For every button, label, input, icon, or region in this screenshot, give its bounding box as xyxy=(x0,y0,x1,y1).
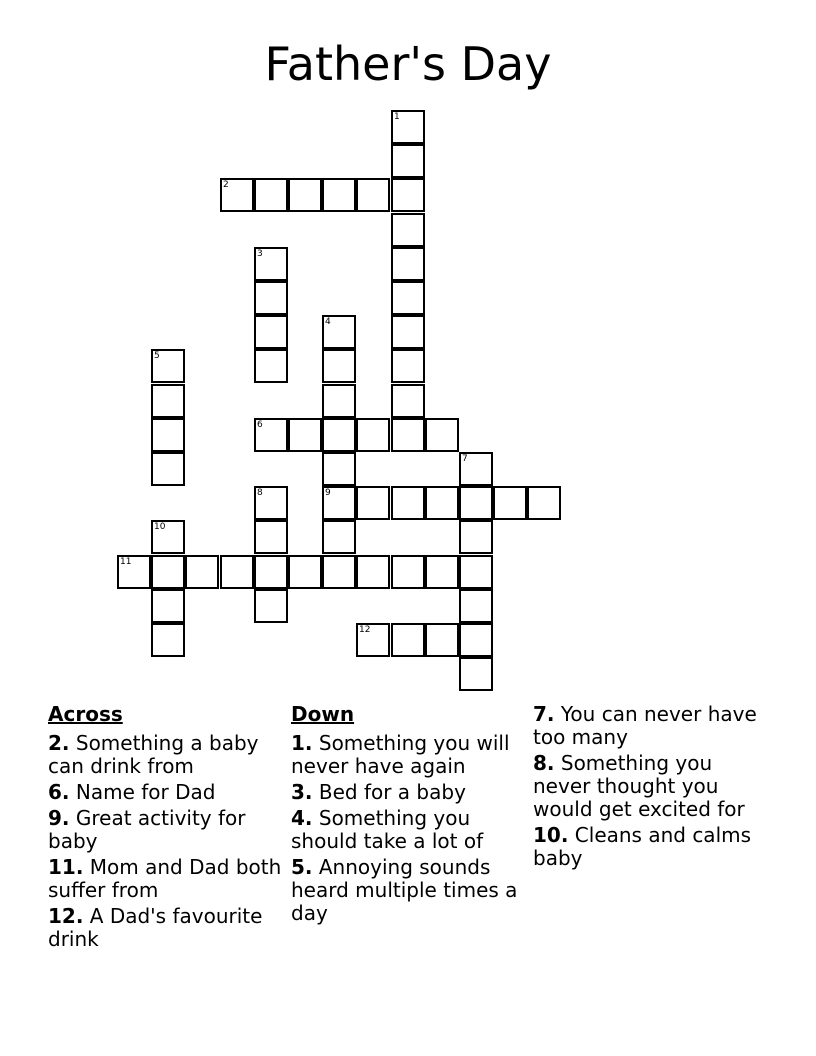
down-clues xyxy=(291,703,526,928)
crossword-cell[interactable] xyxy=(356,486,390,520)
crossword-cell[interactable] xyxy=(356,555,390,589)
cell-number: 6 xyxy=(257,420,263,430)
crossword-cell[interactable] xyxy=(254,247,288,281)
crossword-cell[interactable] xyxy=(391,555,425,589)
down-clue: 3. Bed for a baby xyxy=(291,780,466,804)
across-clue: 6. Name for Dad xyxy=(48,780,216,804)
cell-number: 4 xyxy=(325,317,331,327)
down-clue: 5. Annoying sounds heard multiple times a day xyxy=(291,855,518,925)
crossword-cell[interactable] xyxy=(425,486,459,520)
crossword-cell[interactable] xyxy=(254,178,288,212)
crossword-cell[interactable] xyxy=(356,178,390,212)
across-clue: 2. Something a baby can drink from xyxy=(48,731,259,778)
crossword-cell[interactable] xyxy=(459,486,493,520)
crossword-cell[interactable] xyxy=(322,418,356,452)
crossword-cell[interactable] xyxy=(459,623,493,657)
crossword-cell[interactable] xyxy=(220,178,254,212)
crossword-cell[interactable] xyxy=(391,315,425,349)
crossword-cell[interactable] xyxy=(288,418,322,452)
crossword-cell[interactable] xyxy=(322,452,356,486)
crossword-cell[interactable] xyxy=(391,486,425,520)
down-heading: Down xyxy=(291,702,355,726)
crossword-cell[interactable] xyxy=(322,178,356,212)
crossword-cell[interactable] xyxy=(459,589,493,623)
crossword-cell[interactable] xyxy=(185,555,219,589)
cell-number: 2 xyxy=(223,180,229,190)
crossword-cell[interactable] xyxy=(254,520,288,554)
crossword-cell[interactable] xyxy=(425,418,459,452)
crossword-cell[interactable] xyxy=(527,486,561,520)
across-clue: 9. Great activity for baby xyxy=(48,806,246,853)
crossword-cell[interactable] xyxy=(356,418,390,452)
cell-number: 8 xyxy=(257,488,263,498)
down-clue: 4. Something you should take a lot of xyxy=(291,806,484,853)
crossword-cell[interactable] xyxy=(254,315,288,349)
crossword-cell[interactable] xyxy=(322,315,356,349)
crossword-cell[interactable] xyxy=(254,418,288,452)
crossword-cell[interactable] xyxy=(254,349,288,383)
crossword-cell[interactable] xyxy=(151,384,185,418)
cell-number: 1 xyxy=(394,112,400,122)
crossword-cell[interactable] xyxy=(151,589,185,623)
down-clue: 8. Something you never thought you would get excited for xyxy=(533,751,745,821)
cell-number: 12 xyxy=(359,625,371,635)
crossword-cell[interactable] xyxy=(220,555,254,589)
crossword-cell[interactable] xyxy=(322,349,356,383)
crossword-cell[interactable] xyxy=(117,555,151,589)
crossword-cell[interactable] xyxy=(254,555,288,589)
crossword-cell[interactable] xyxy=(322,555,356,589)
down-clue: 1. Something you will never have again xyxy=(291,731,510,778)
down-clue: 10. Cleans and calms baby xyxy=(533,823,752,870)
crossword-cell[interactable] xyxy=(391,418,425,452)
crossword-cell[interactable] xyxy=(151,520,185,554)
cell-number: 7 xyxy=(462,454,468,464)
crossword-cell[interactable] xyxy=(391,213,425,247)
crossword-cell[interactable] xyxy=(459,452,493,486)
crossword-cell[interactable] xyxy=(322,486,356,520)
crossword-cell[interactable] xyxy=(493,486,527,520)
cell-number: 10 xyxy=(154,522,166,532)
crossword-cell[interactable] xyxy=(288,555,322,589)
puzzle-title: Father's Day xyxy=(264,37,552,91)
down-clues-continued xyxy=(533,703,773,873)
crossword-cell[interactable] xyxy=(459,657,493,691)
crossword-cell[interactable] xyxy=(254,589,288,623)
crossword-cell[interactable] xyxy=(391,144,425,178)
crossword-cell[interactable] xyxy=(151,349,185,383)
crossword-cell[interactable] xyxy=(322,384,356,418)
cell-number: 3 xyxy=(257,249,263,259)
crossword-cell[interactable] xyxy=(254,281,288,315)
crossword-cell[interactable] xyxy=(151,452,185,486)
across-clue: 11. Mom and Dad both suffer from xyxy=(48,855,282,902)
crossword-cell[interactable] xyxy=(151,623,185,657)
crossword-cell[interactable] xyxy=(391,247,425,281)
crossword-cell[interactable] xyxy=(322,520,356,554)
cell-number: 11 xyxy=(120,557,132,567)
across-clue: 12. A Dad's favourite drink xyxy=(48,904,263,951)
crossword-cell[interactable] xyxy=(391,110,425,144)
crossword-cell[interactable] xyxy=(254,486,288,520)
across-heading: Across xyxy=(48,702,123,726)
crossword-cell[interactable] xyxy=(459,520,493,554)
crossword-cell[interactable] xyxy=(391,349,425,383)
across-clues xyxy=(48,703,283,954)
crossword-cell[interactable] xyxy=(288,178,322,212)
crossword-cell[interactable] xyxy=(356,623,390,657)
crossword-cell[interactable] xyxy=(391,623,425,657)
down-clue: 7. You can never have too many xyxy=(533,702,757,749)
crossword-cell[interactable] xyxy=(151,555,185,589)
cell-number: 5 xyxy=(154,351,160,361)
cell-number: 9 xyxy=(325,488,331,498)
crossword-cell[interactable] xyxy=(151,418,185,452)
crossword-cell[interactable] xyxy=(391,281,425,315)
crossword-cell[interactable] xyxy=(391,178,425,212)
crossword-cell[interactable] xyxy=(391,384,425,418)
crossword-cell[interactable] xyxy=(459,555,493,589)
crossword-cell[interactable] xyxy=(425,555,459,589)
crossword-cell[interactable] xyxy=(425,623,459,657)
